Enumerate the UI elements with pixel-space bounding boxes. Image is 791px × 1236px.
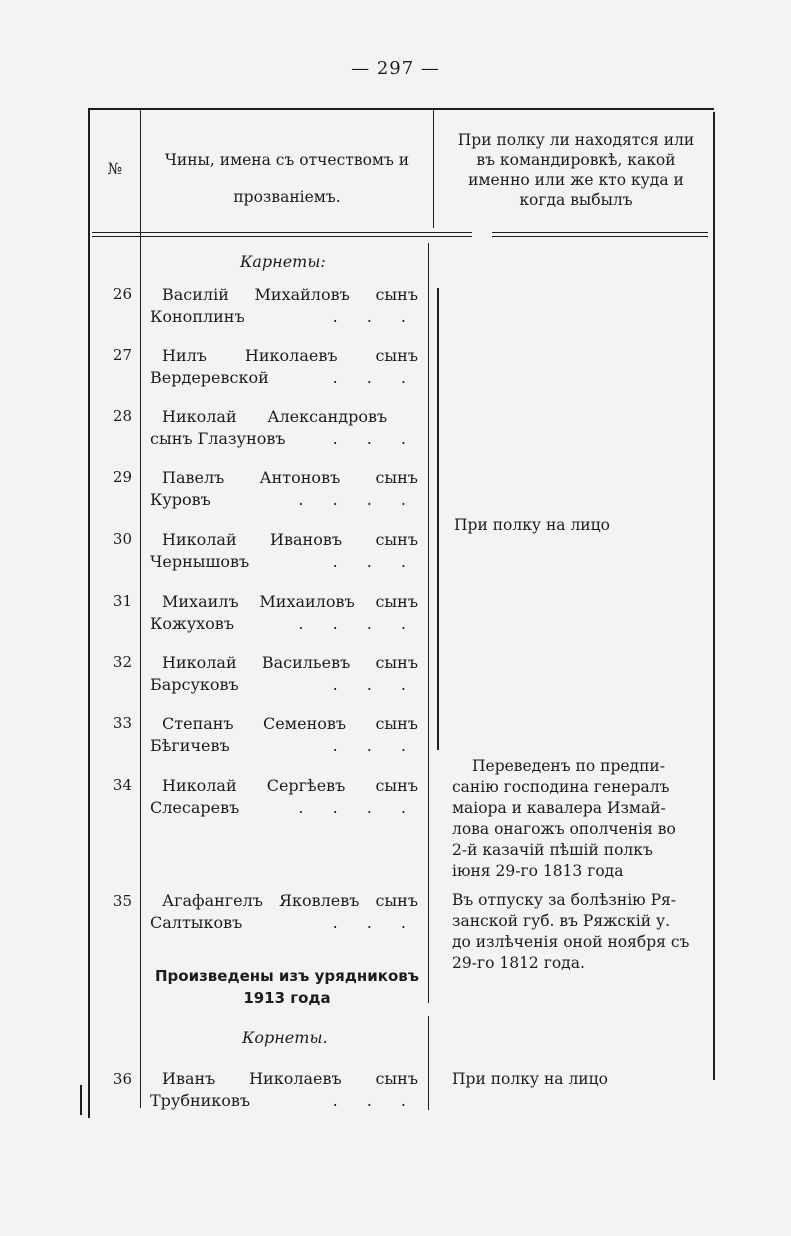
list-item	[150, 591, 418, 635]
list-item	[150, 406, 418, 450]
column-divider-number	[140, 108, 141, 1108]
first-name: Иванъ	[162, 1069, 216, 1088]
row-number: 32	[112, 653, 132, 671]
header-double-rule-left	[92, 232, 472, 237]
row-number: 27	[112, 346, 132, 364]
header-status-line4: когда выбылъ	[519, 191, 633, 209]
surname: Куровъ	[150, 490, 211, 509]
leader-dots: . . .	[332, 736, 418, 755]
leader-dots: . . . .	[298, 614, 418, 633]
first-name: Николай	[162, 653, 237, 672]
surname: Кожуховъ	[150, 614, 234, 633]
first-name: Агафангелъ	[162, 891, 263, 910]
leader-dots: . . . .	[298, 490, 418, 509]
promotion-heading-line1: Произведены изъ урядниковъ	[154, 967, 420, 985]
list-item	[150, 1068, 418, 1112]
surname: сынъ Глазуновъ	[150, 429, 286, 448]
promotion-heading	[142, 965, 432, 1009]
son-word: сынъ	[375, 468, 418, 487]
leader-dots: . . .	[332, 552, 418, 571]
margin-mark	[80, 1085, 82, 1115]
first-name: Нилъ	[162, 346, 207, 365]
header-status-line2: въ командировкѣ, какой	[476, 151, 676, 169]
leader-dots: . . .	[332, 675, 418, 694]
list-item	[150, 713, 418, 757]
leader-dots: . . .	[332, 429, 418, 448]
surname: Барсуковъ	[150, 675, 239, 694]
first-name: Николай	[162, 776, 237, 795]
status-line: до излѣченія оной ноября съ	[452, 933, 690, 951]
row-number: 28	[112, 407, 132, 425]
son-word: сынъ	[375, 285, 418, 304]
column-divider-status-header	[433, 108, 434, 228]
first-name: Василій	[162, 285, 229, 304]
row-number: 29	[112, 468, 132, 486]
leader-dots: . . . .	[298, 798, 418, 817]
patronymic: Михаиловъ	[259, 592, 355, 611]
header-status-line3: именно или же кто куда и	[468, 171, 684, 189]
leader-dots: . . .	[332, 1091, 418, 1110]
list-item	[150, 529, 418, 573]
surname: Трубниковъ	[150, 1091, 251, 1110]
status-present-36: При полку на лицо	[452, 1070, 608, 1088]
promotion-heading-line2: 1913 года	[243, 989, 331, 1007]
son-word: сынъ	[375, 1069, 418, 1088]
status-present-group: При полку на лицо	[454, 516, 610, 534]
list-item	[150, 345, 418, 389]
son-word: сынъ	[375, 592, 418, 611]
leader-dots: . . .	[332, 368, 418, 387]
section-heading-cornets: Карнеты:	[240, 252, 326, 271]
group-bracket	[437, 288, 439, 750]
list-item	[150, 652, 418, 696]
row-number: 26	[112, 285, 132, 303]
son-word: сынъ	[375, 891, 418, 910]
leader-dots: . . .	[332, 307, 418, 326]
status-line: санію господина генералъ	[452, 778, 670, 796]
patronymic: Николаевъ	[244, 346, 338, 365]
header-name	[142, 142, 432, 216]
surname: Бѣгичевъ	[150, 736, 230, 755]
column-divider-status-lower	[428, 1016, 429, 1110]
header-status-line1: При полку ли находятся или	[457, 131, 695, 149]
row-number: 34	[112, 776, 132, 794]
header-number: №	[107, 160, 123, 178]
son-word: сынъ	[375, 530, 418, 549]
list-item	[150, 775, 418, 819]
surname: Слесаревъ	[150, 798, 240, 817]
first-name: Михаилъ	[162, 592, 239, 611]
patronymic: Николаевъ	[249, 1069, 342, 1088]
list-item	[150, 467, 418, 511]
son-word: сынъ	[375, 714, 418, 733]
leader-dots: . . .	[332, 913, 418, 932]
row-number: 31	[112, 592, 132, 610]
son-word: сынъ	[375, 653, 418, 672]
table-left-rule	[88, 108, 90, 1118]
patronymic: Александровъ	[267, 407, 388, 426]
first-name: Николай	[162, 407, 237, 426]
header-name-line2: прозваніемъ.	[233, 188, 341, 206]
status-line: занской губ. въ Ряжскій у.	[452, 912, 671, 930]
table-top-rule	[88, 108, 714, 110]
status-line: Въ отпуску за болѣзнію Ря-	[452, 891, 677, 909]
list-item	[150, 890, 418, 934]
surname: Салтыковъ	[150, 913, 243, 932]
son-word: сынъ	[375, 776, 418, 795]
patronymic: Васильевъ	[261, 653, 351, 672]
first-name: Николай	[162, 530, 237, 549]
first-name: Степанъ	[162, 714, 234, 733]
column-divider-status	[428, 243, 429, 1003]
surname: Коноплинъ	[150, 307, 245, 326]
patronymic: Ивановъ	[270, 530, 343, 549]
surname: Вердеревской	[150, 368, 269, 387]
status-leave	[452, 890, 708, 974]
status-line: лова онагожъ ополченія во	[452, 820, 676, 838]
page-number: — 297 —	[351, 58, 440, 79]
row-number: 36	[112, 1070, 132, 1088]
status-line: іюня 29-го 1813 года	[452, 862, 624, 880]
table-right-rule	[713, 112, 715, 1080]
status-line: 2-й казачій пѣшій полкъ	[452, 841, 653, 859]
status-line: Переведенъ по предпи-	[472, 757, 665, 775]
son-word: сынъ	[375, 346, 418, 365]
section-heading-cornets-2: Корнеты.	[242, 1028, 328, 1047]
header-status	[438, 130, 714, 210]
header-double-rule-right	[492, 232, 708, 237]
header-name-line1: Чины, имена съ отчествомъ и	[164, 151, 410, 169]
list-item	[150, 284, 418, 328]
surname: Чернышовъ	[150, 552, 250, 571]
row-number: 33	[112, 714, 132, 732]
status-line: 29-го 1812 года.	[452, 954, 585, 972]
patronymic: Михайловъ	[254, 285, 350, 304]
patronymic: Семеновъ	[262, 714, 347, 733]
patronymic: Яковлевъ	[279, 891, 360, 910]
row-number: 35	[112, 892, 132, 910]
first-name: Павелъ	[162, 468, 225, 487]
status-line: маіора и кавалера Измай-	[452, 799, 666, 817]
status-transferred	[452, 756, 708, 882]
patronymic: Сергѣевъ	[266, 776, 346, 795]
patronymic: Антоновъ	[259, 468, 341, 487]
row-number: 30	[112, 530, 132, 548]
